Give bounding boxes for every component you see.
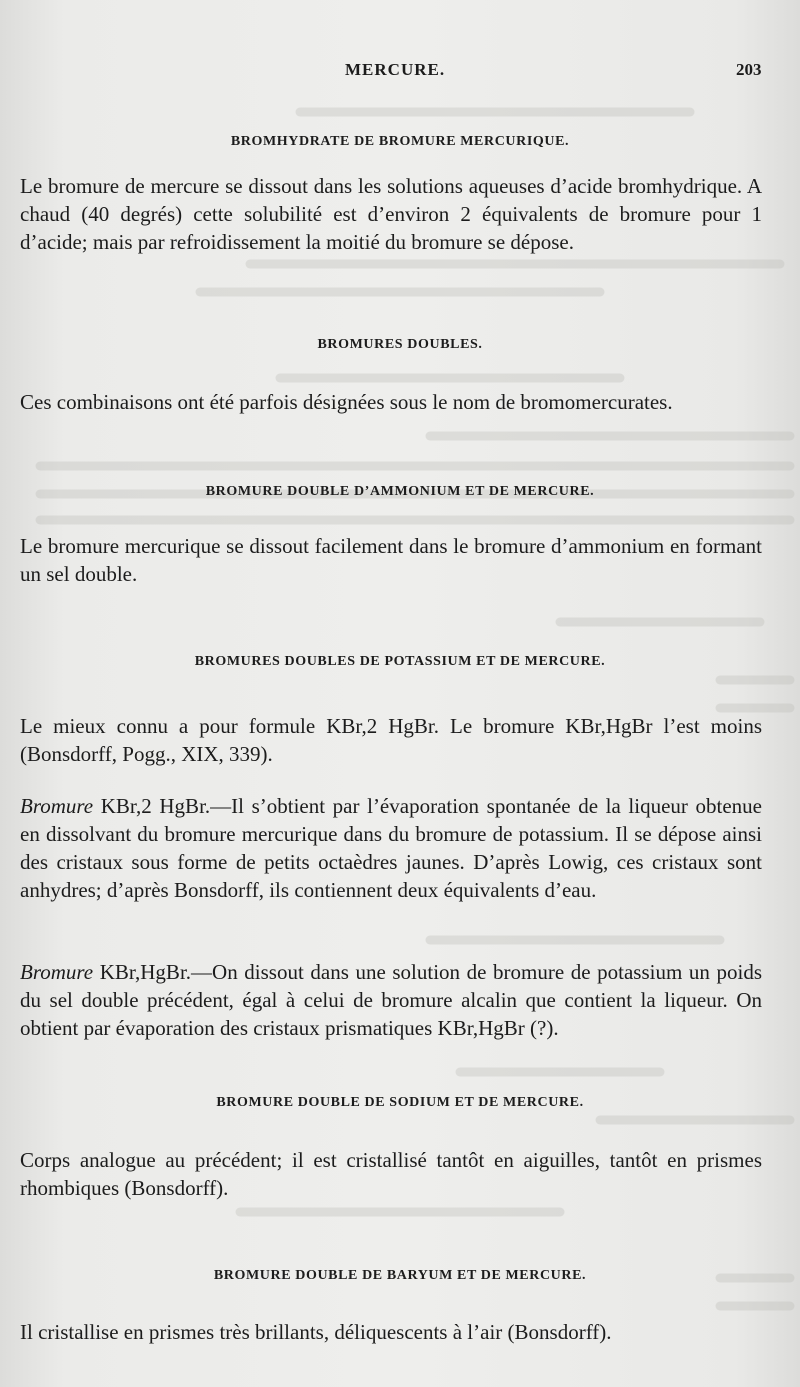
section-heading: BROMURES DOUBLES DE POTASSIUM ET DE MERCURE.: [194, 654, 606, 669]
section-heading: BROMURES DOUBLES.: [317, 337, 483, 352]
paragraph-bromure-kbr-2hgbr: [20, 792, 762, 904]
italic-term: Bromure: [20, 794, 94, 818]
paragraph: Le mieux connu a pour formule KBr,2 HgBr. Le bromure KBr,HgBr l’est moins (Bonsdorff, Pogg., XIX, 339).: [20, 714, 762, 766]
paragraph: Il cristallise en prismes très brillants, déliquescents à l’air (Bonsdorff).: [20, 1320, 612, 1344]
section-heading: BROMURE DOUBLE DE SODIUM ET DE MERCURE.: [216, 1095, 584, 1110]
running-head: MERCURE.: [345, 60, 446, 79]
section-heading: BROMURE DOUBLE D’AMMONIUM ET DE MERCURE.: [205, 484, 595, 499]
paragraph-body: KBr,2 HgBr.—Il s’obtient par l’évaporation spontanée de la liqueur obtenue en dissolvant du bromure mercurique dans du bromure de potassium. Il se dépose ainsi des cristaux sous forme de petits octaèdres jaunes. D’après Lowig, ces cristaux sont anhydres; d’après Bonsdorff, ils contiennent deux équivalents d’eau.: [20, 794, 762, 902]
paragraph: Corps analogue au précédent; il est cristallisé tantôt en aiguilles, tantôt en prismes rhombiques (Bonsdorff).: [20, 1148, 762, 1200]
paragraph: Ces combinaisons ont été parfois désignées sous le nom de bromomercurates.: [20, 390, 673, 414]
section-heading: BROMURE DOUBLE DE BARYUM ET DE MERCURE.: [213, 1268, 587, 1283]
paragraph-bromure-kbr-hgbr: [20, 958, 762, 1042]
paragraph: Le bromure mercurique se dissout facilement dans le bromure d’ammonium en formant un sel double.: [20, 534, 762, 586]
section-heading: BROMHYDRATE DE BROMURE MERCURIQUE.: [230, 134, 570, 149]
paragraph-body: KBr,HgBr.—On dissout dans une solution de bromure de potassium un poids du sel double précédent, égal à celui de bromure alcalin que contient la liqueur. On obtient par évaporation des cristaux prismatiques KBr,HgBr (?).: [20, 960, 762, 1040]
paragraph: Le bromure de mercure se dissout dans les solutions aqueuses d’acide bromhydrique. A chaud (40 degrés) cette solubilité est d’environ 2 équivalents de bromure pour 1 d’acide; mais par refroidissement la moitié du bromure se dépose.: [20, 174, 762, 254]
italic-term: Bromure: [20, 960, 94, 984]
page-number: 203: [736, 60, 762, 79]
page-header: [0, 60, 800, 84]
